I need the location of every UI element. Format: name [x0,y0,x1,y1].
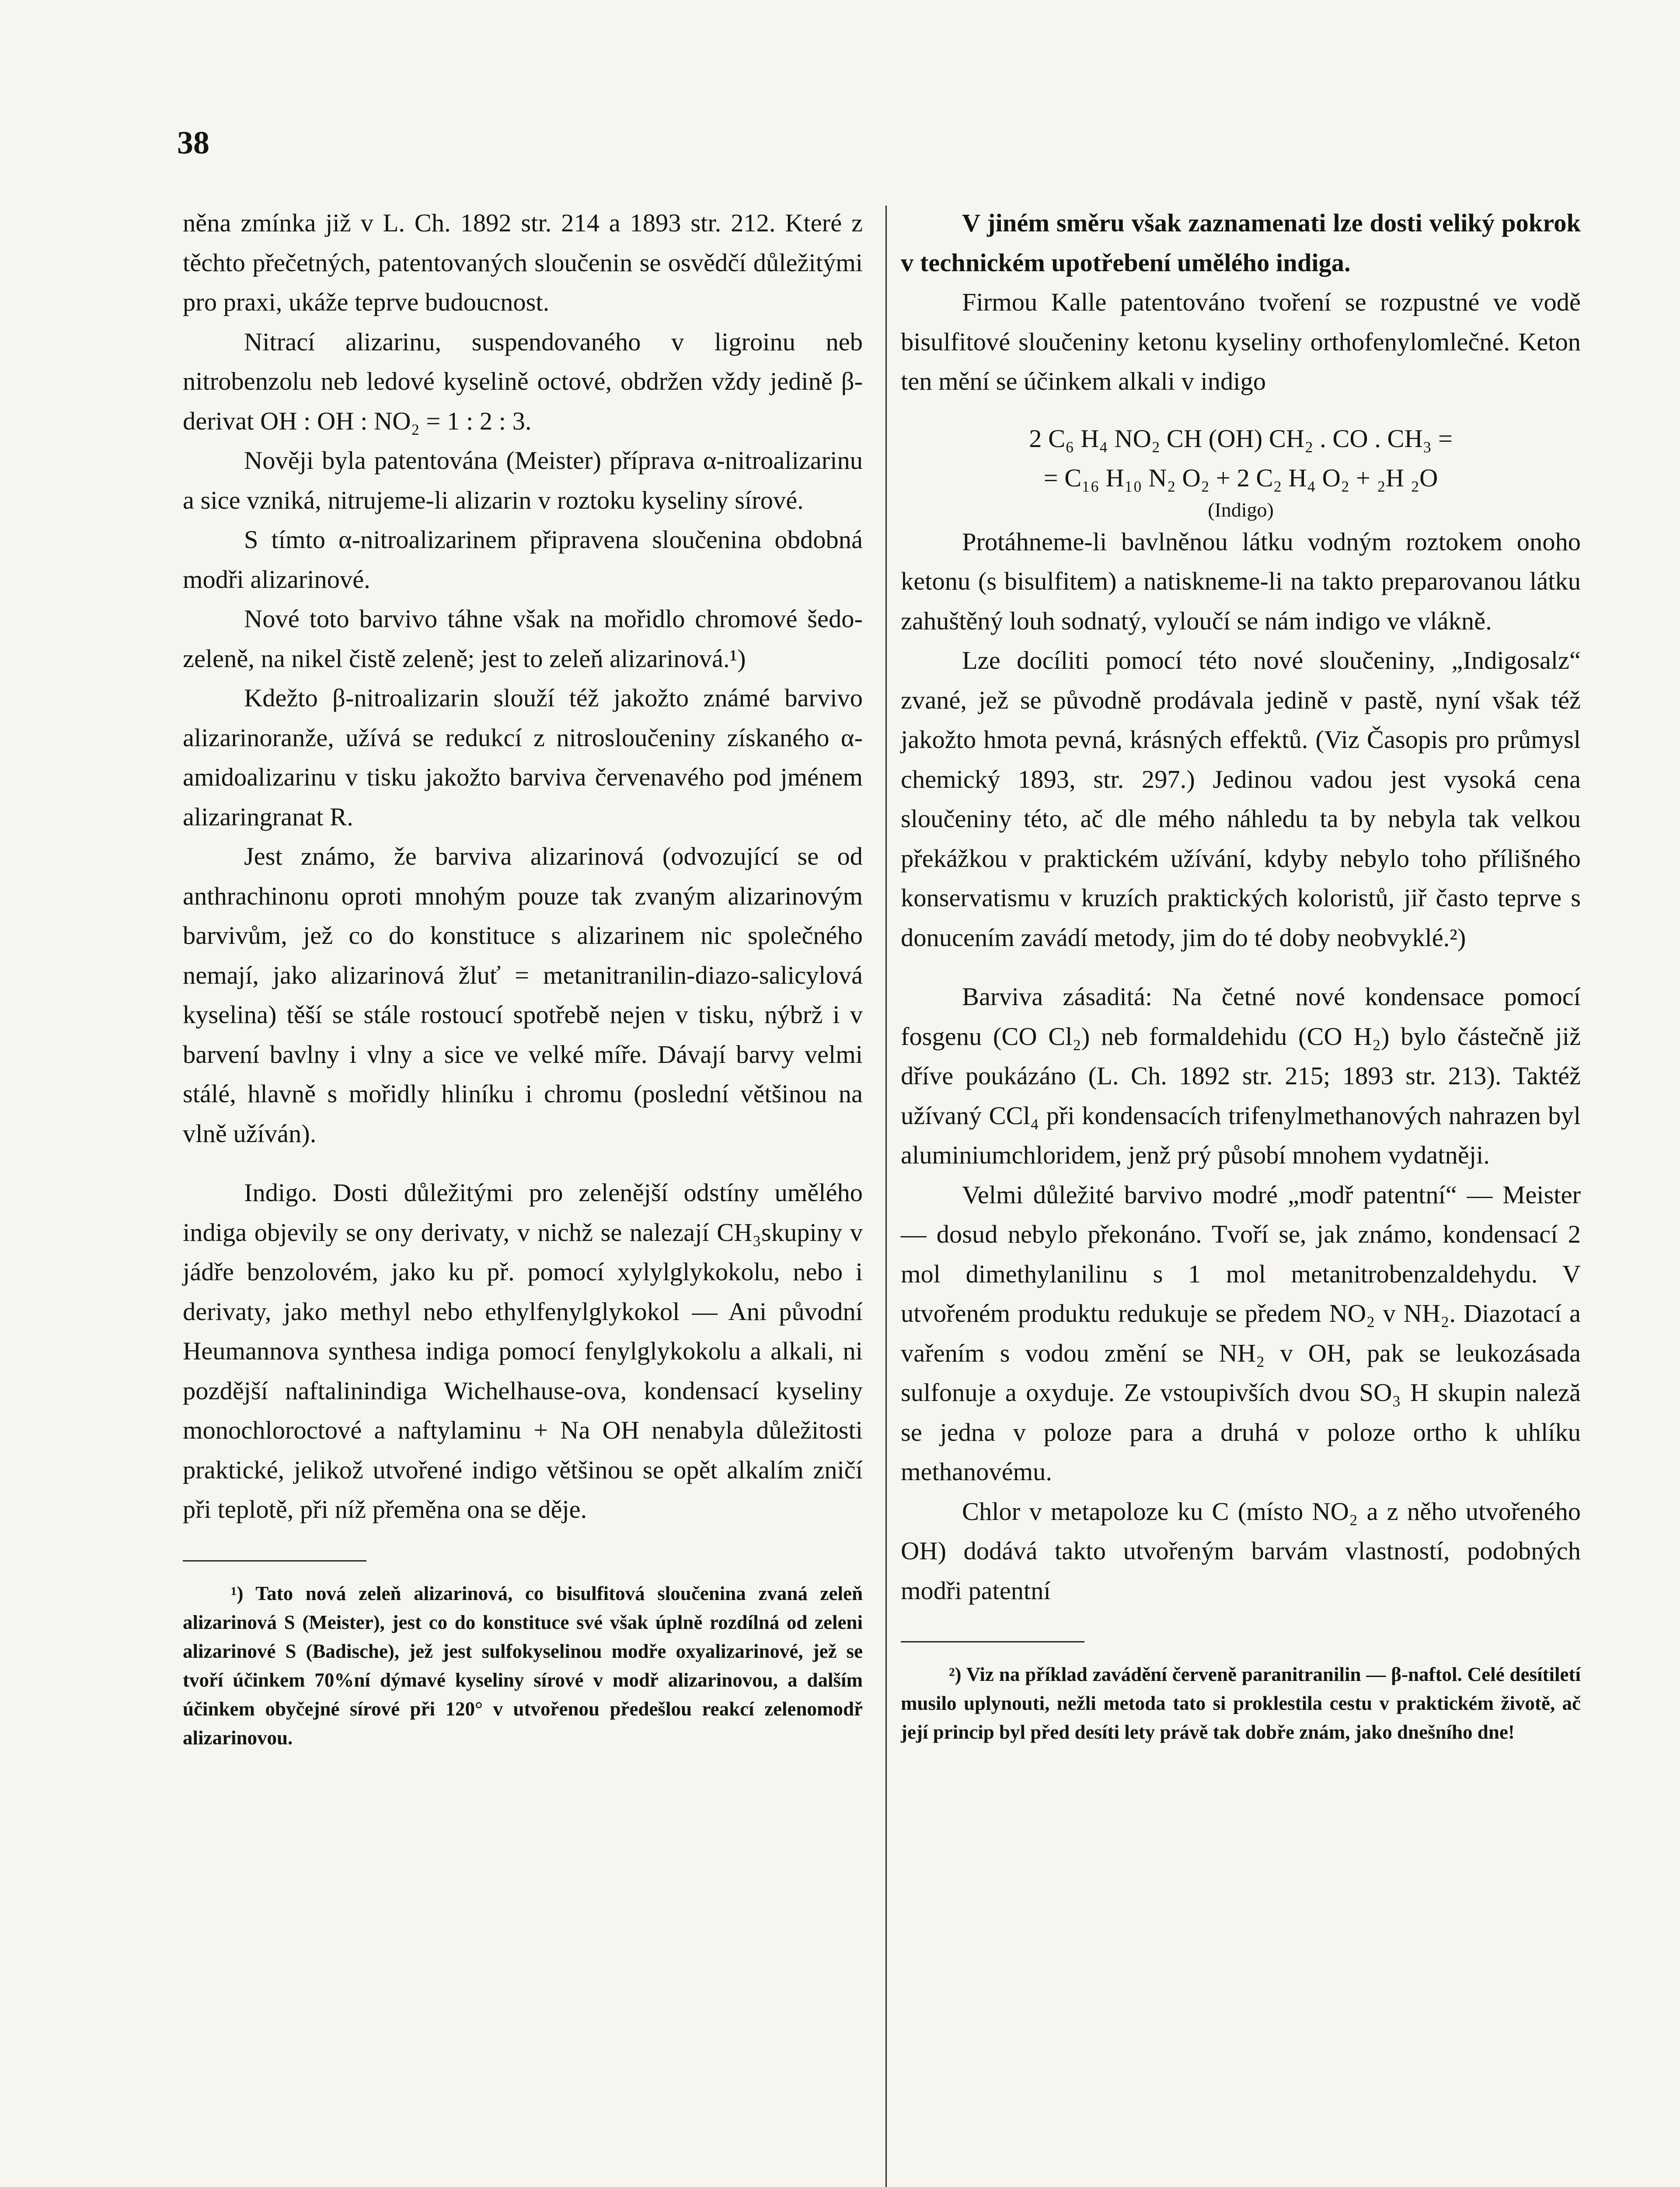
paragraph-continuation: něna zmínka již v L. Ch. 1892 str. 214 a 1893 str. 212. Které z těchto přečetných, patentovaných sloučenin se osvědčí důležitými pro praxi, ukáže teprve budoucnost. [183,209,863,316]
footnote-1-text: ¹) Tato nová zeleň alizarinová, co bisulfitová sloučenina zvaná zeleň alizarinová S (Meister), jest co do konstituce své však úplně rozdílná od zeleni alizarinové S (Badische), jež jest sulfokyselinou modře oxyalizarinové, jež se tvoří účinkem 70%ní dýmavé kyseliny sírové v modř alizarinovou, a dalším účinkem obyčejné sírové při 120° v utvořenou předešlou reakcí zelenomodř alizarinovou. [183,1582,863,1749]
paragraph-nitration: Nitrací alizarinu, suspendovaného v ligroinu neb nitrobenzolu neb ledové kyselině octové, obdržen vždy jedině β-derivat OH : OH : NO₂ = 1 : 2 : 3. [183,327,863,435]
equation-line-1: 2 C₆ H₄ NO₂ CH (OH) CH₂ . CO . CH₃ = [1029,424,1453,453]
column-divider [885,206,887,2187]
page-number: 38 [177,125,209,161]
paragraph-basic-dyes: Barviva zásaditá: Na četné nové kondensace pomocí fosgenu (CO Cl₂) neb formaldehidu (CO H₂) bylo částečně již dříve poukázáno (L. Ch. 1892 str. 215; 1893 str. 213). Taktéž užívaný CCl₄ při kondensacích trifenylmethanových nahrazen byl aluminiumchloridem, jenž prý působí mnohem vydatněji. [901,982,1581,1169]
footnote-rule [901,1641,1084,1642]
right-column [901,203,1581,1747]
paragraph-cotton: Protáhneme-li bavlněnou látku vodným roztokem onoho ketonu (s bisulfitem) a natiskneme-li na takto preparovanou látku zahuštěný louh sodnatý, vyloučí se nám indigo ve vlákně. [901,527,1581,635]
left-column [183,203,863,1752]
paragraph-chlorine: Chlor v metapoloze ku C (místo NO₂ a z něho utvořeného OH) dodává takto utvořeným barvám vlastností, podobných modři patentní [901,1497,1581,1605]
equation-caption: (Indigo) [1208,498,1274,521]
paragraph-kalle: Firmou Kalle patentováno tvoření se rozpustné ve vodě bisulfitové sloučeniny ketonu kyseliny orthofenylomlečné. Keton ten mění se účinkem alkali v indigo [901,288,1581,395]
paragraph-new-dye: Nové toto barvivo táhne však na mořidlo chromové šedo-zeleně, na nikel čistě zeleně; jest to zeleň alizarinová.¹) [183,604,863,673]
footnote-1 [183,1579,863,1752]
paragraph-alpha-nitroalizarin: Nověji byla patentována (Meister) příprava α-nitroalizarinu a sice vzniká, nitrujeme-li alizarin v roztoku kyseliny sírové. [183,446,863,514]
paragraph-patent-blue: Velmi důležité barvivo modré „modř patentní“ — Meister — dosud nebylo překonáno. Tvoří se, jak známo, kondensací 2 mol dimethylanilinu s 1 mol metanitrobenzaldehydu. V utvořeném produktu redukuje se předem NO₂ v NH₂. Diazotací a vařením s vodou změní se NH₂ v OH, pak se leukozásada sulfonuje a oxyduje. Ze vstoupivších dvou SO₃ H skupin naleză se jedna v poloze para a druhá v poloze ortho k uhlíku methanovému. [901,1180,1581,1486]
equation-line-2: = C₁₆ H₁₀ N₂ O₂ + 2 C₂ H₄ O₂ + ₂H ₂O [1043,463,1438,492]
equation [901,419,1581,522]
footnote-2-text: ²) Viz na příklad zavádění červeně paranitranilin — β-naftol. Celé desítiletí musilo uplynouti, nežli metoda tato si proklestila cestu v praktickém životě, ač její princip byl před desíti lety právě tak dobře znám, jako dnešního dne! [901,1663,1581,1743]
paragraph-beta-nitroalizarin: Kdežto β-nitroalizarin slouží též jakožto známé barvivo alizarinoranže, užívá se redukcí z nitrosloučeniny získaného α-amidoalizarinu v tisku jakožto barviva červenavého pod jménem alizaringranat R. [183,684,863,831]
paragraph-indigo: Indigo. Dosti důležitými pro zelenější odstíny umělého indiga objevily se ony derivaty, v nichž se nalezají CH₃skupiny v jádře benzolovém, jako ku př. pomocí xylylglykokolu, nebo i derivaty, jako methyl nebo ethylfenylglykokol — Ani původní Heumannova synthesa indiga pomocí fenylglykokolu a alkali, ni pozdější naftalinindiga Wichelhause-ova, kondensací kyseliny monochloroctové a naftylaminu + Na OH nenabyla důležitosti praktické, jelikož utvořené indigo většinou se opět alkalím zničí při teplotě, při níž přeměna ona se děje. [183,1178,863,1523]
paragraph-alizarin-dyes: Jest známo, že barviva alizarinová (odvozující se od anthrachinonu oproti mnohým pouze tak zvaným alizarinovým barvivům, jež co do konstituce s alizarinem nic společného nemají, jako alizarinová žluť = metanitranilin-diazo-salicylová kyselina) těší se stále rostoucí spotřebě nejen v tisku, nýbrž i v barvení bavlny i vlny a sice ve velké míře. Dávají barvy velmi stálé, hlavně s mořidly hliníku i chromu (poslední většinou na vlně užíván). [183,842,863,1148]
paragraph-indigosalz: Lze docíliti pomocí této nové sloučeniny, „Indigosalz“ zvané, jež se původně prodávala jedině v pastě, nyní však též jakožto hmota pevná, krásných effektů. (Viz Časopis pro průmysl chemický 1893, str. 297.) Jedinou vadou jest vysoká cena sloučeniny této, ač dle mého náhledu ta by nebyla tak velkou překážkou v praktickém užívání, kdyby nebylo toho přílišného konservatismu v kruzích praktických koloristů, jiř často teprve s donucením zavádí metody, jim do té doby neobvyklé.²) [901,646,1581,952]
footnote-rule [183,1560,366,1562]
footnote-2 [901,1660,1581,1747]
paragraph-progress: V jiném směru však zaznamenati lze dosti veliký pokrok v technickém upotřebení umělého indiga. [901,209,1581,277]
paragraph-compound: S tímto α-nitroalizarinem připravena sloučenina obdobná modři alizarinové. [183,525,863,594]
